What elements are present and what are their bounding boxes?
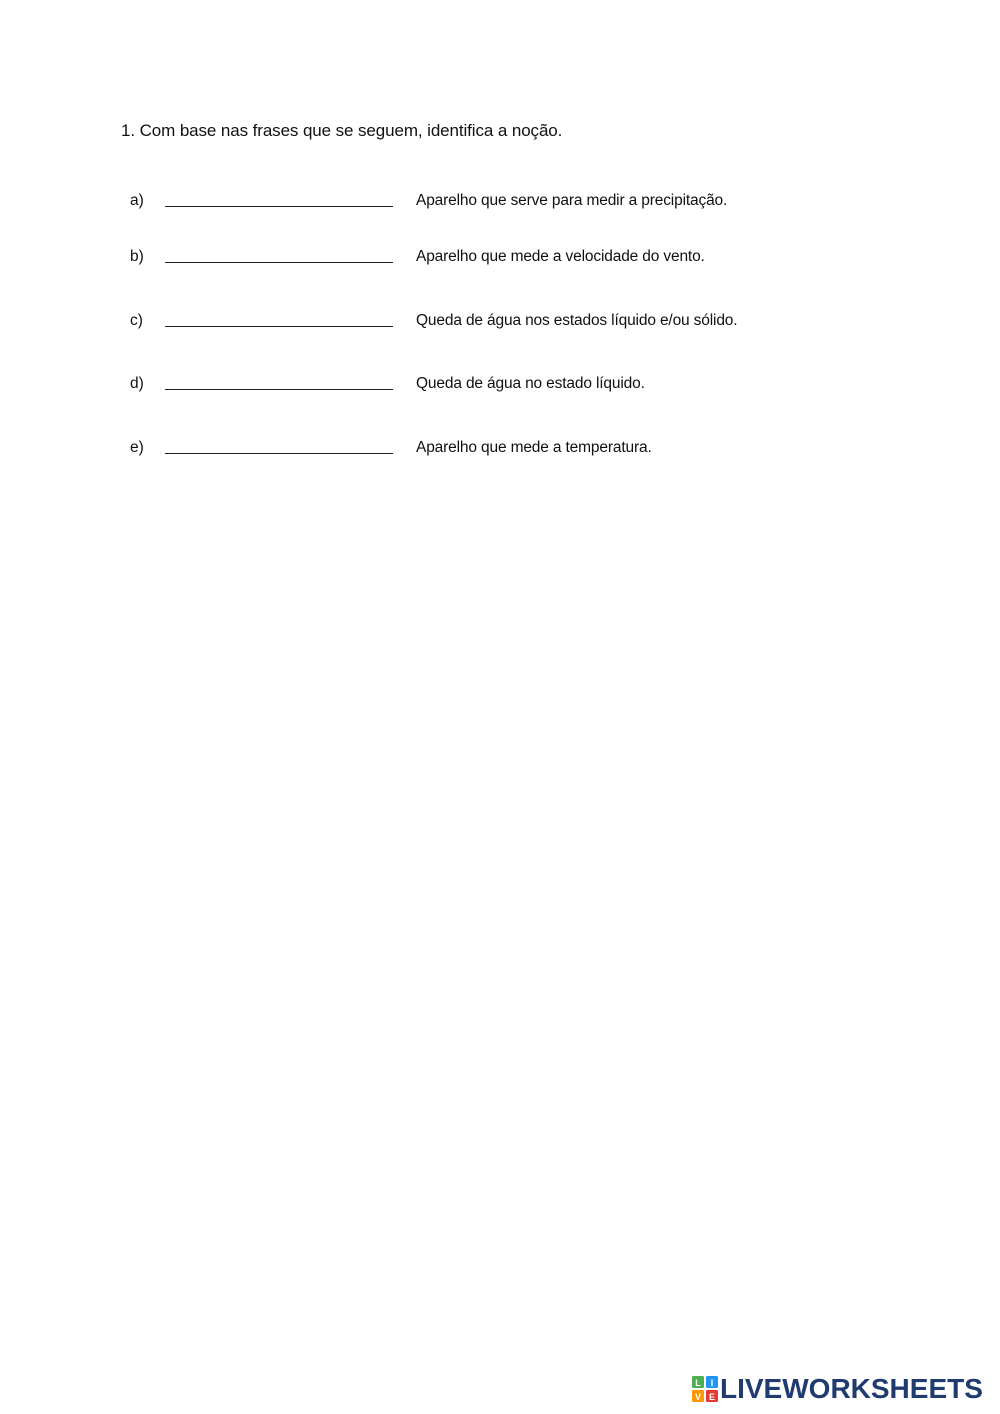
logo-letter: L	[695, 1378, 701, 1388]
logo-letter: V	[694, 1392, 702, 1402]
logo-letter: E	[708, 1392, 716, 1402]
item-letter: b)	[130, 248, 144, 265]
logo-text: LIVEWORKSHEETS	[720, 1373, 983, 1404]
answer-blank[interactable]	[165, 453, 393, 454]
list-item	[0, 436, 1000, 460]
question-title: 1. Com base nas frases que se seguem, identifica a noção.	[121, 121, 563, 140]
answer-blank[interactable]	[165, 389, 393, 390]
item-letter: d)	[130, 375, 144, 392]
item-definition: Queda de água nos estados líquido e/ou sólido.	[416, 312, 738, 329]
liveworksheets-logo	[692, 1374, 983, 1404]
item-definition: Queda de água no estado líquido.	[416, 375, 645, 392]
item-definition: Aparelho que mede a velocidade do vento.	[416, 248, 705, 265]
list-item	[0, 245, 1000, 269]
item-definition: Aparelho que mede a temperatura.	[416, 439, 652, 456]
answer-blank[interactable]	[165, 326, 393, 327]
item-definition: Aparelho que serve para medir a precipitação.	[416, 192, 728, 209]
answer-blank[interactable]	[165, 262, 393, 263]
list-item	[0, 189, 1000, 213]
list-item	[0, 372, 1000, 396]
item-letter: a)	[130, 192, 144, 209]
logo-letter: I	[710, 1378, 714, 1388]
item-letter: e)	[130, 439, 144, 456]
item-letter: c)	[130, 312, 143, 329]
logo-mark-icon	[692, 1376, 718, 1402]
list-item	[0, 309, 1000, 333]
answer-blank[interactable]	[165, 206, 393, 207]
